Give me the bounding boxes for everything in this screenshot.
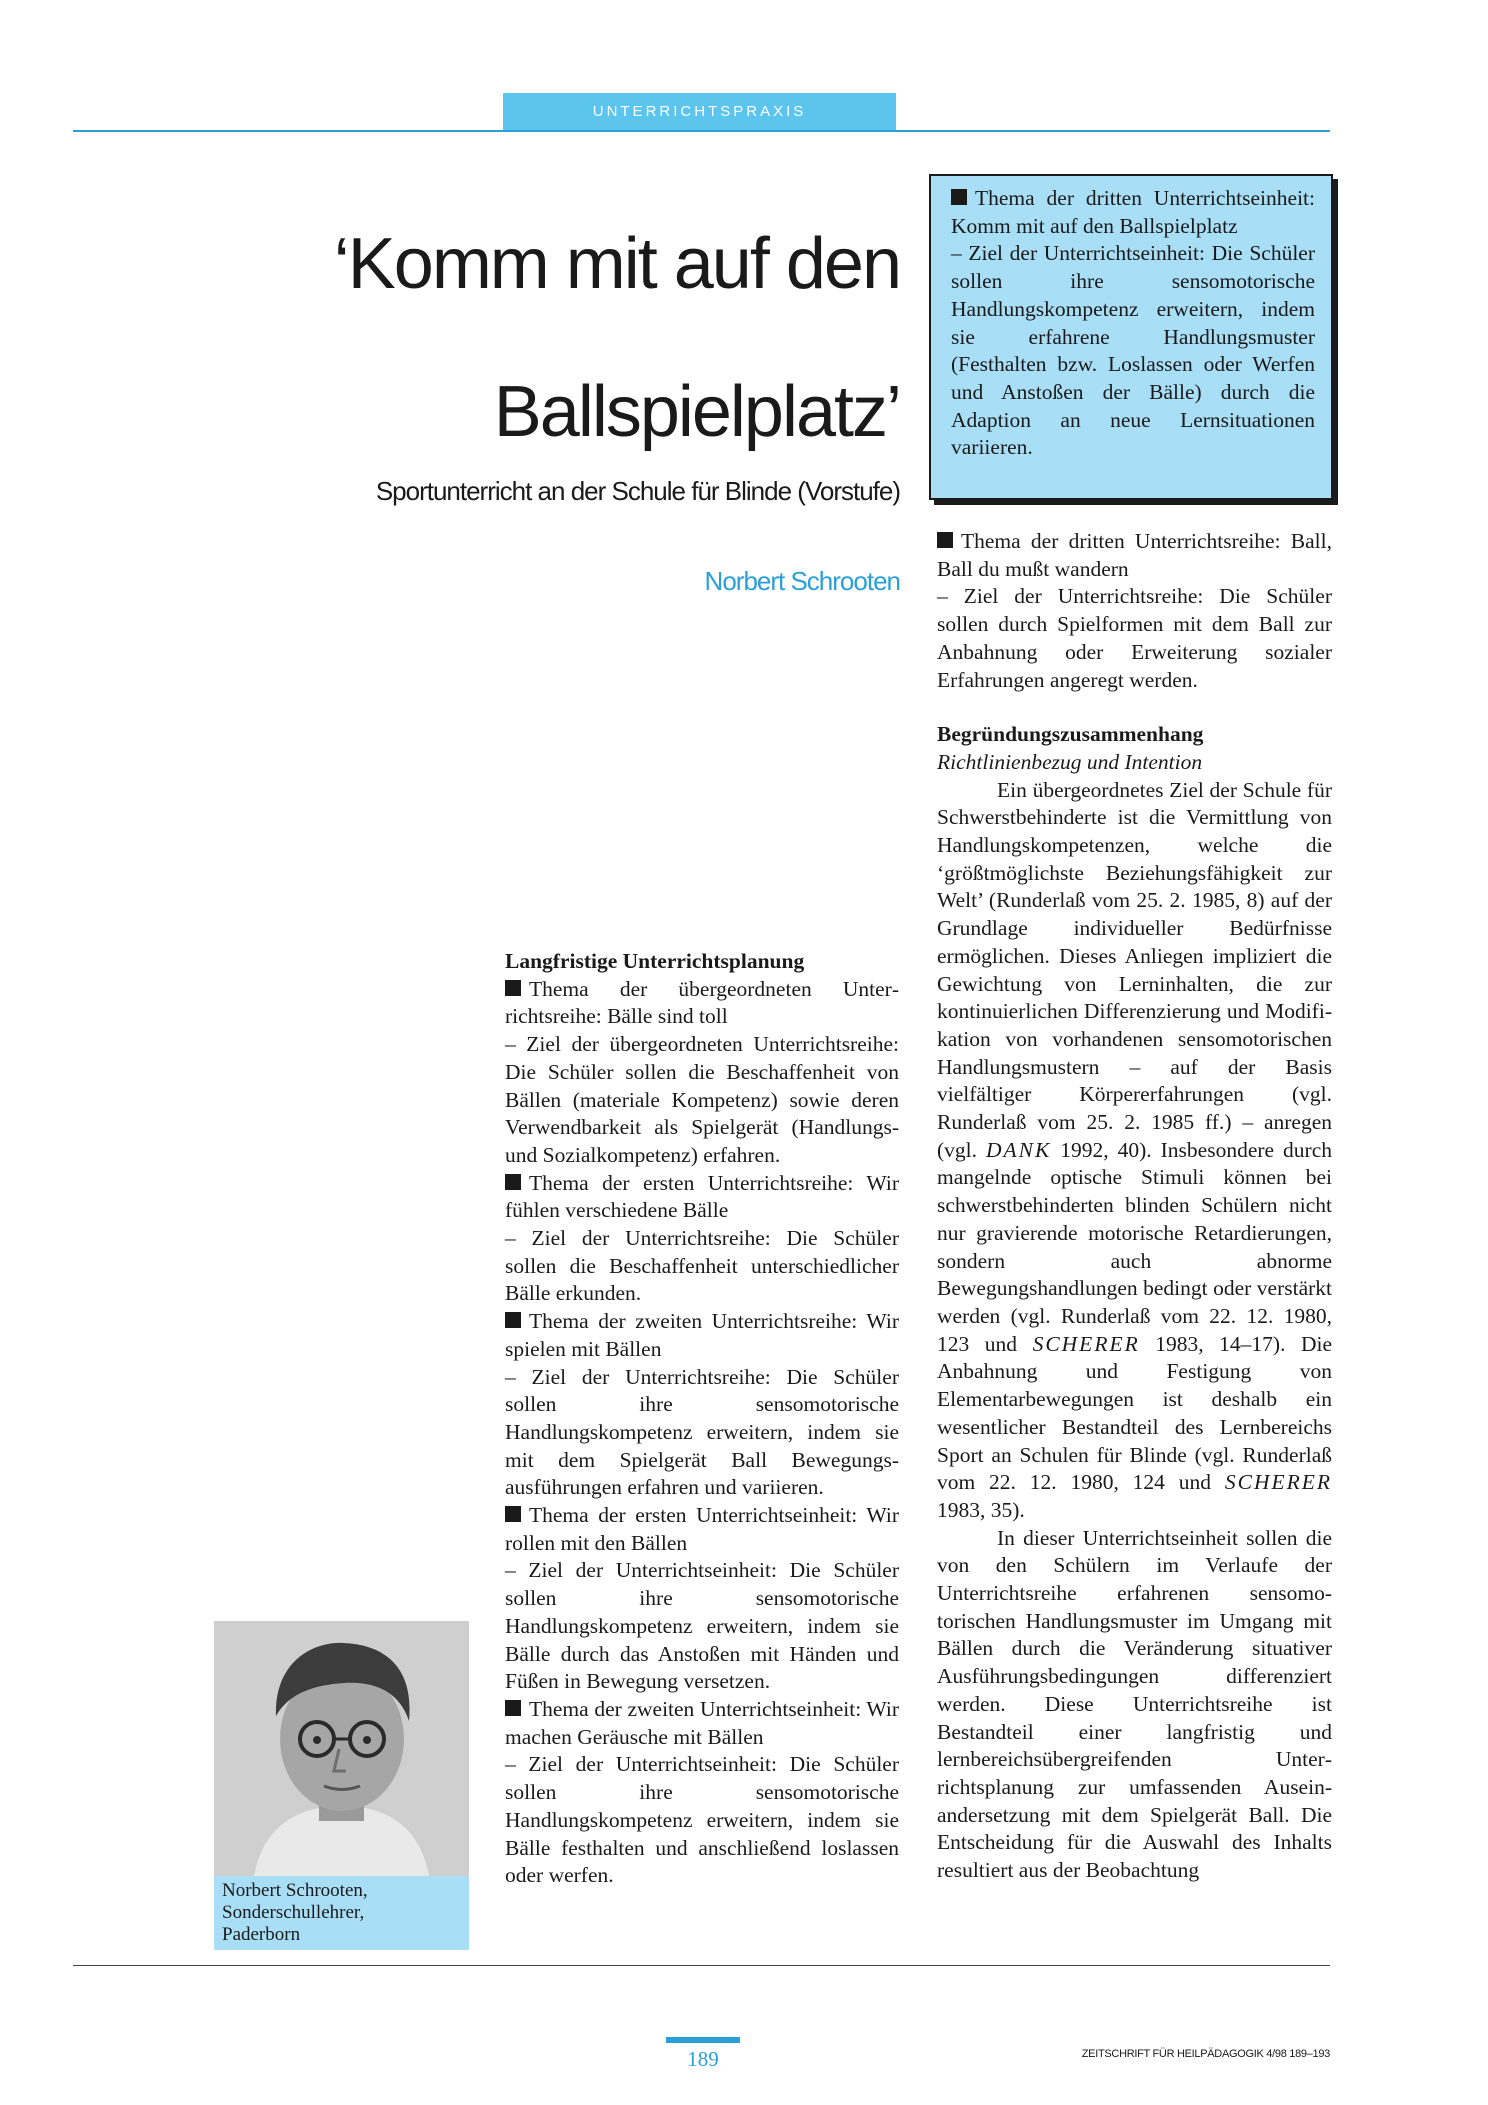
paragraph-text: Ein übergeordnetes Ziel der Schule für Schwerstbehinderte ist die Vermittlung von Handlungskompetenzen, welche die ‘größtmöglichste Beziehungsfähigkeit zur Welt’ (Runderlaß vom 25. 2. 1985, 8) auf der Grundlage individueller Bedürfnisse ermöglichen. Dieses Anliegen impliziert die Gewichtung von Lerninhalten, die zur kontinuierlichen Differenzierung und Modifikation von vorhandenen sensomotorischen Handlungsmustern – auf der Basis vielfältiger Körpererfahrungen (vgl. Runderlaß vom 25. 2. 1985 ff.) – anregen (vgl.	[937, 777, 1332, 1162]
article-subtitle: Sportunterricht an der Schule für Blinde (Vorstufe)	[375, 476, 900, 506]
square-bullet-icon	[505, 1506, 521, 1522]
paragraph-text: 1983, 35).	[937, 1497, 1025, 1522]
paragraph-text: Thema der dritten Unterrichtsreihe: Ball, Ball du mußt wandern	[937, 529, 1332, 581]
paragraph-text: Thema der ersten Unterrichtseinheit: Wir rollen mit den Bällen	[505, 1503, 899, 1555]
paragraph	[505, 1696, 899, 1751]
paragraph-text: Thema der zweiten Unterrichtsreihe: Wir spielen mit Bällen	[505, 1309, 899, 1361]
caption-line-1: Norbert Schrooten,	[222, 1880, 368, 1901]
paragraph: – Ziel der Unterrichtsreihe: Die Schüler sollen durch Spielformen mit dem Ball zur Anbahnung oder Erweiterung sozialer Erfahrungen angeregt werden.	[937, 584, 1332, 692]
box-theme	[951, 185, 1315, 240]
paragraph: – Ziel der Unterrichtseinheit: Die Schüler sollen ihre sensomotorische Handlungskompetenz erweitern, indem sie Bälle durch das Anstoßen mit Händen und Füßen in Bewegung versetzen.	[505, 1558, 899, 1694]
title-line-1: ‘Komm mit auf den	[333, 224, 900, 304]
paragraph	[505, 976, 899, 1031]
box-theme-text: Thema der dritten Unterrichtseinheit: Komm mit auf den Ballspielplatz	[951, 186, 1315, 238]
paragraph: – Ziel der übergeordneten Unterrichtsreihe: Die Schüler sollen die Beschaffenheit von Bällen (materiale Kompetenz) sowie deren Verwendbarkeit als Spielgerät (Handlungs- und Sozialkompetenz) erfahren.	[505, 1032, 899, 1167]
author-photo	[214, 1621, 469, 1876]
paragraph: – Ziel der Unterrichtseinheit: Die Schüler sollen ihre sensomotorische Handlungskompetenz erweitern, indem sie Bälle festhalten und anschließend loslassen oder werfen.	[505, 1752, 899, 1888]
square-bullet-icon	[937, 532, 953, 548]
paragraph	[937, 777, 1332, 1525]
section-heading: Begründungszusammenhang	[937, 722, 1204, 747]
citation-author: SCHERER	[1224, 1470, 1333, 1495]
info-box	[929, 174, 1333, 500]
citation-author: DANK	[985, 1137, 1052, 1162]
article-title	[200, 190, 900, 486]
page-number-bar	[666, 2037, 740, 2043]
paragraph	[505, 1170, 899, 1225]
journal-reference: ZEITSCHRIFT FÜR HEILPÄDAGOGIK 4/98 189–193	[1081, 2048, 1330, 2060]
paragraph-text: Thema der übergeordneten Unterrichtsreihe: Bälle sind toll	[505, 976, 899, 1029]
photo-caption	[214, 1876, 469, 1950]
paragraph-text: Thema der ersten Unterrichtsreihe: Wir fühlen verschiedene Bälle	[505, 1170, 899, 1223]
header-rule	[73, 130, 1330, 132]
article-author: Norbert Schrooten	[704, 566, 900, 596]
title-line-2: Ballspielplatz’	[493, 372, 900, 452]
citation-author: SCHERER	[1032, 1331, 1140, 1356]
paragraph: – Ziel der Unterrichtsreihe: Die Schüler sollen die Beschaffenheit unterschiedlicher Bälle erkunden.	[505, 1226, 899, 1306]
square-bullet-icon	[505, 980, 521, 996]
square-bullet-icon	[505, 1312, 521, 1328]
paragraph	[937, 528, 1332, 583]
portrait-illustration	[214, 1621, 469, 1876]
column-middle	[505, 948, 899, 1890]
square-bullet-icon	[505, 1700, 521, 1716]
paragraph: In dieser Unterrichtseinheit sollen die von den Schülern im Verlaufe der Unterrichtsreihe erfahrenen sensomotorischen Handlungsmuster im Umgang mit Bällen durch die Veränderung situativer Ausführungsbedingungen differenziert werden. Diese Unterrichtsreihe ist Bestandteil einer langfristig und lernbereichsübergreifenden Unterrichtsplanung zur umfassenden Auseinandersetzung mit dem Spielgerät Ball. Die Entscheidung für die Auswahl des Inhalts resultiert aus der Beobachtung	[937, 1525, 1332, 1883]
section-subheading: Richtlinienbezug und Intention	[937, 749, 1203, 774]
paragraph-text: 1983, 14–17). Die Anbahnung und Festigung von Elementarbewegungen ist deshalb ein wesentlicher Bestandteil des Lernbereichs Sport an Schulen für Blinde (vgl. Runderlaß vom 22. 12. 1980, 124 und	[937, 1331, 1333, 1495]
box-goal: – Ziel der Unterrichtseinheit: Die Schüler sollen ihre sensomotorische Handlungskompetenz erweitern, indem sie erfahrene Handlungsmuster (Festhalten bzw. Loslassen oder Werfen und Anstoßen der Bälle) durch die Adaption an neue Lernsituationen variieren.	[951, 241, 1315, 460]
section-heading: Langfristige Unterrichtsplanung	[505, 949, 805, 973]
paragraph-text: 1992, 40). Insbesondere durch mangelnde optische Stimuli können bei schwerstbehinderten blinden Schülern nicht nur gravierende motorische Retardierungen, sondern auch abnorme Bewegungshandlungen bedingt oder verstärkt werden (vgl. Runderlaß vom 22. 12. 1980, 123 und	[937, 1137, 1332, 1356]
paragraph	[505, 1502, 899, 1557]
page-number: 189	[687, 2047, 719, 2071]
section-rubric: UNTERRICHTSPRAXIS	[503, 93, 896, 131]
square-bullet-icon	[951, 189, 967, 205]
paragraph: – Ziel der Unterrichtsreihe: Die Schüler sollen ihre sensomotorische Handlungskompetenz erweitern, indem sie mit dem Spielgerät Ball Bewegungsausführungen erfahren und variieren.	[505, 1364, 899, 1500]
square-bullet-icon	[505, 1174, 521, 1190]
paragraph-text: Thema der zweiten Unterrichtseinheit: Wir machen Geräusche mit Bällen	[505, 1696, 899, 1749]
paragraph	[505, 1308, 899, 1363]
footer-rule	[73, 1965, 1330, 1966]
column-right	[937, 528, 1332, 1885]
caption-line-3: Paderborn	[222, 1924, 301, 1945]
spacer	[937, 694, 1332, 721]
caption-line-2: Sonderschullehrer,	[222, 1902, 365, 1923]
